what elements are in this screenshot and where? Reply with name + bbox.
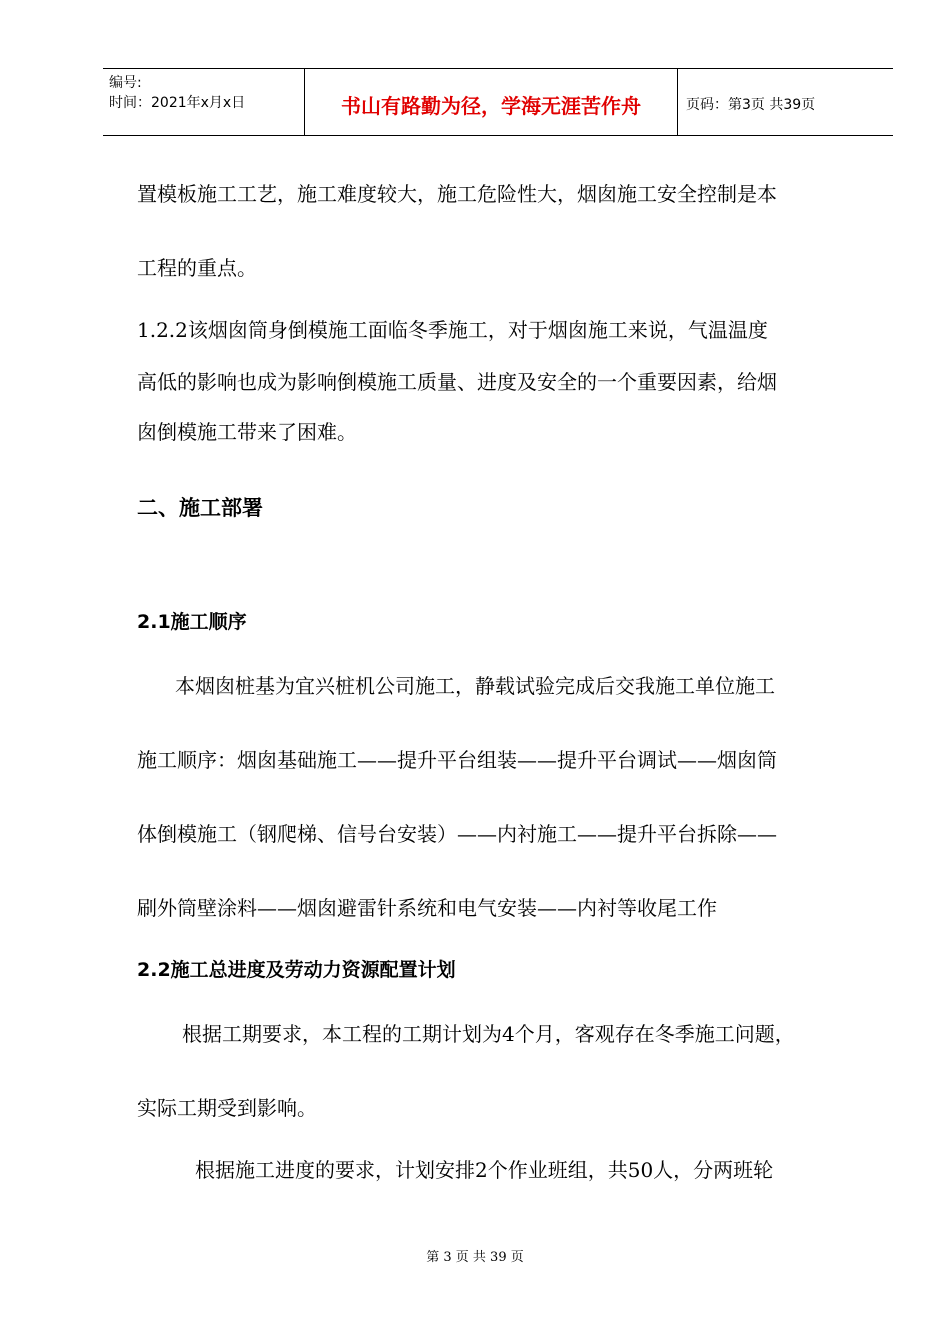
subsection-heading: 2.2施工总进度及劳动力资源配置计划: [137, 959, 456, 981]
paragraph-line: 囱倒模施工带来了困难。: [137, 420, 357, 444]
paragraph-line: 实际工期受到影响。: [137, 1096, 317, 1120]
header-meta: [103, 69, 304, 135]
paragraph-line: 置模板施工工艺，施工难度较大，施工危险性大，烟囱施工安全控制是本: [137, 182, 777, 206]
paragraph-line: 刷外筒壁涂料——烟囱避雷针系统和电气安装——内衬等收尾工作: [137, 896, 717, 920]
paragraph-line: 本烟囱桩基为宜兴桩机公司施工，静载试验完成后交我施工单位施工: [175, 674, 775, 698]
document-number-label: 编号:: [109, 75, 142, 91]
paragraph-line: 根据工期要求，本工程的工期计划为4个月，客观存在冬季施工问题，: [182, 1022, 795, 1046]
page-footer: 第 3 页 共 39 页: [426, 1250, 524, 1265]
paragraph-line: 体倒模施工（钢爬梯、信号台安装）——内衬施工——提升平台拆除——: [137, 822, 777, 846]
paragraph-line: 工程的重点。: [137, 256, 257, 280]
section-heading: 二、施工部署: [137, 496, 263, 520]
header-motto: 书山有路勤为径，学海无涯苦作舟: [304, 69, 678, 135]
header-page-number: 页码：第3页 共39页: [686, 97, 816, 113]
paragraph-line: 施工顺序：烟囱基础施工——提升平台组装——提升平台调试——烟囱筒: [137, 748, 777, 772]
paragraph-line: 高低的影响也成为影响倒模施工质量、进度及安全的一个重要因素，给烟: [137, 370, 777, 394]
document-date-label: 时间：2021年x月x日: [109, 95, 246, 111]
subsection-heading: 2.1施工顺序: [137, 611, 247, 633]
paragraph-line: 根据施工进度的要求，计划安排2个作业班组，共50人，分两班轮: [195, 1158, 774, 1182]
paragraph-line: 1.2.2该烟囱筒身倒模施工面临冬季施工，对于烟囱施工来说，气温温度: [137, 318, 768, 342]
page-header: [103, 68, 893, 136]
